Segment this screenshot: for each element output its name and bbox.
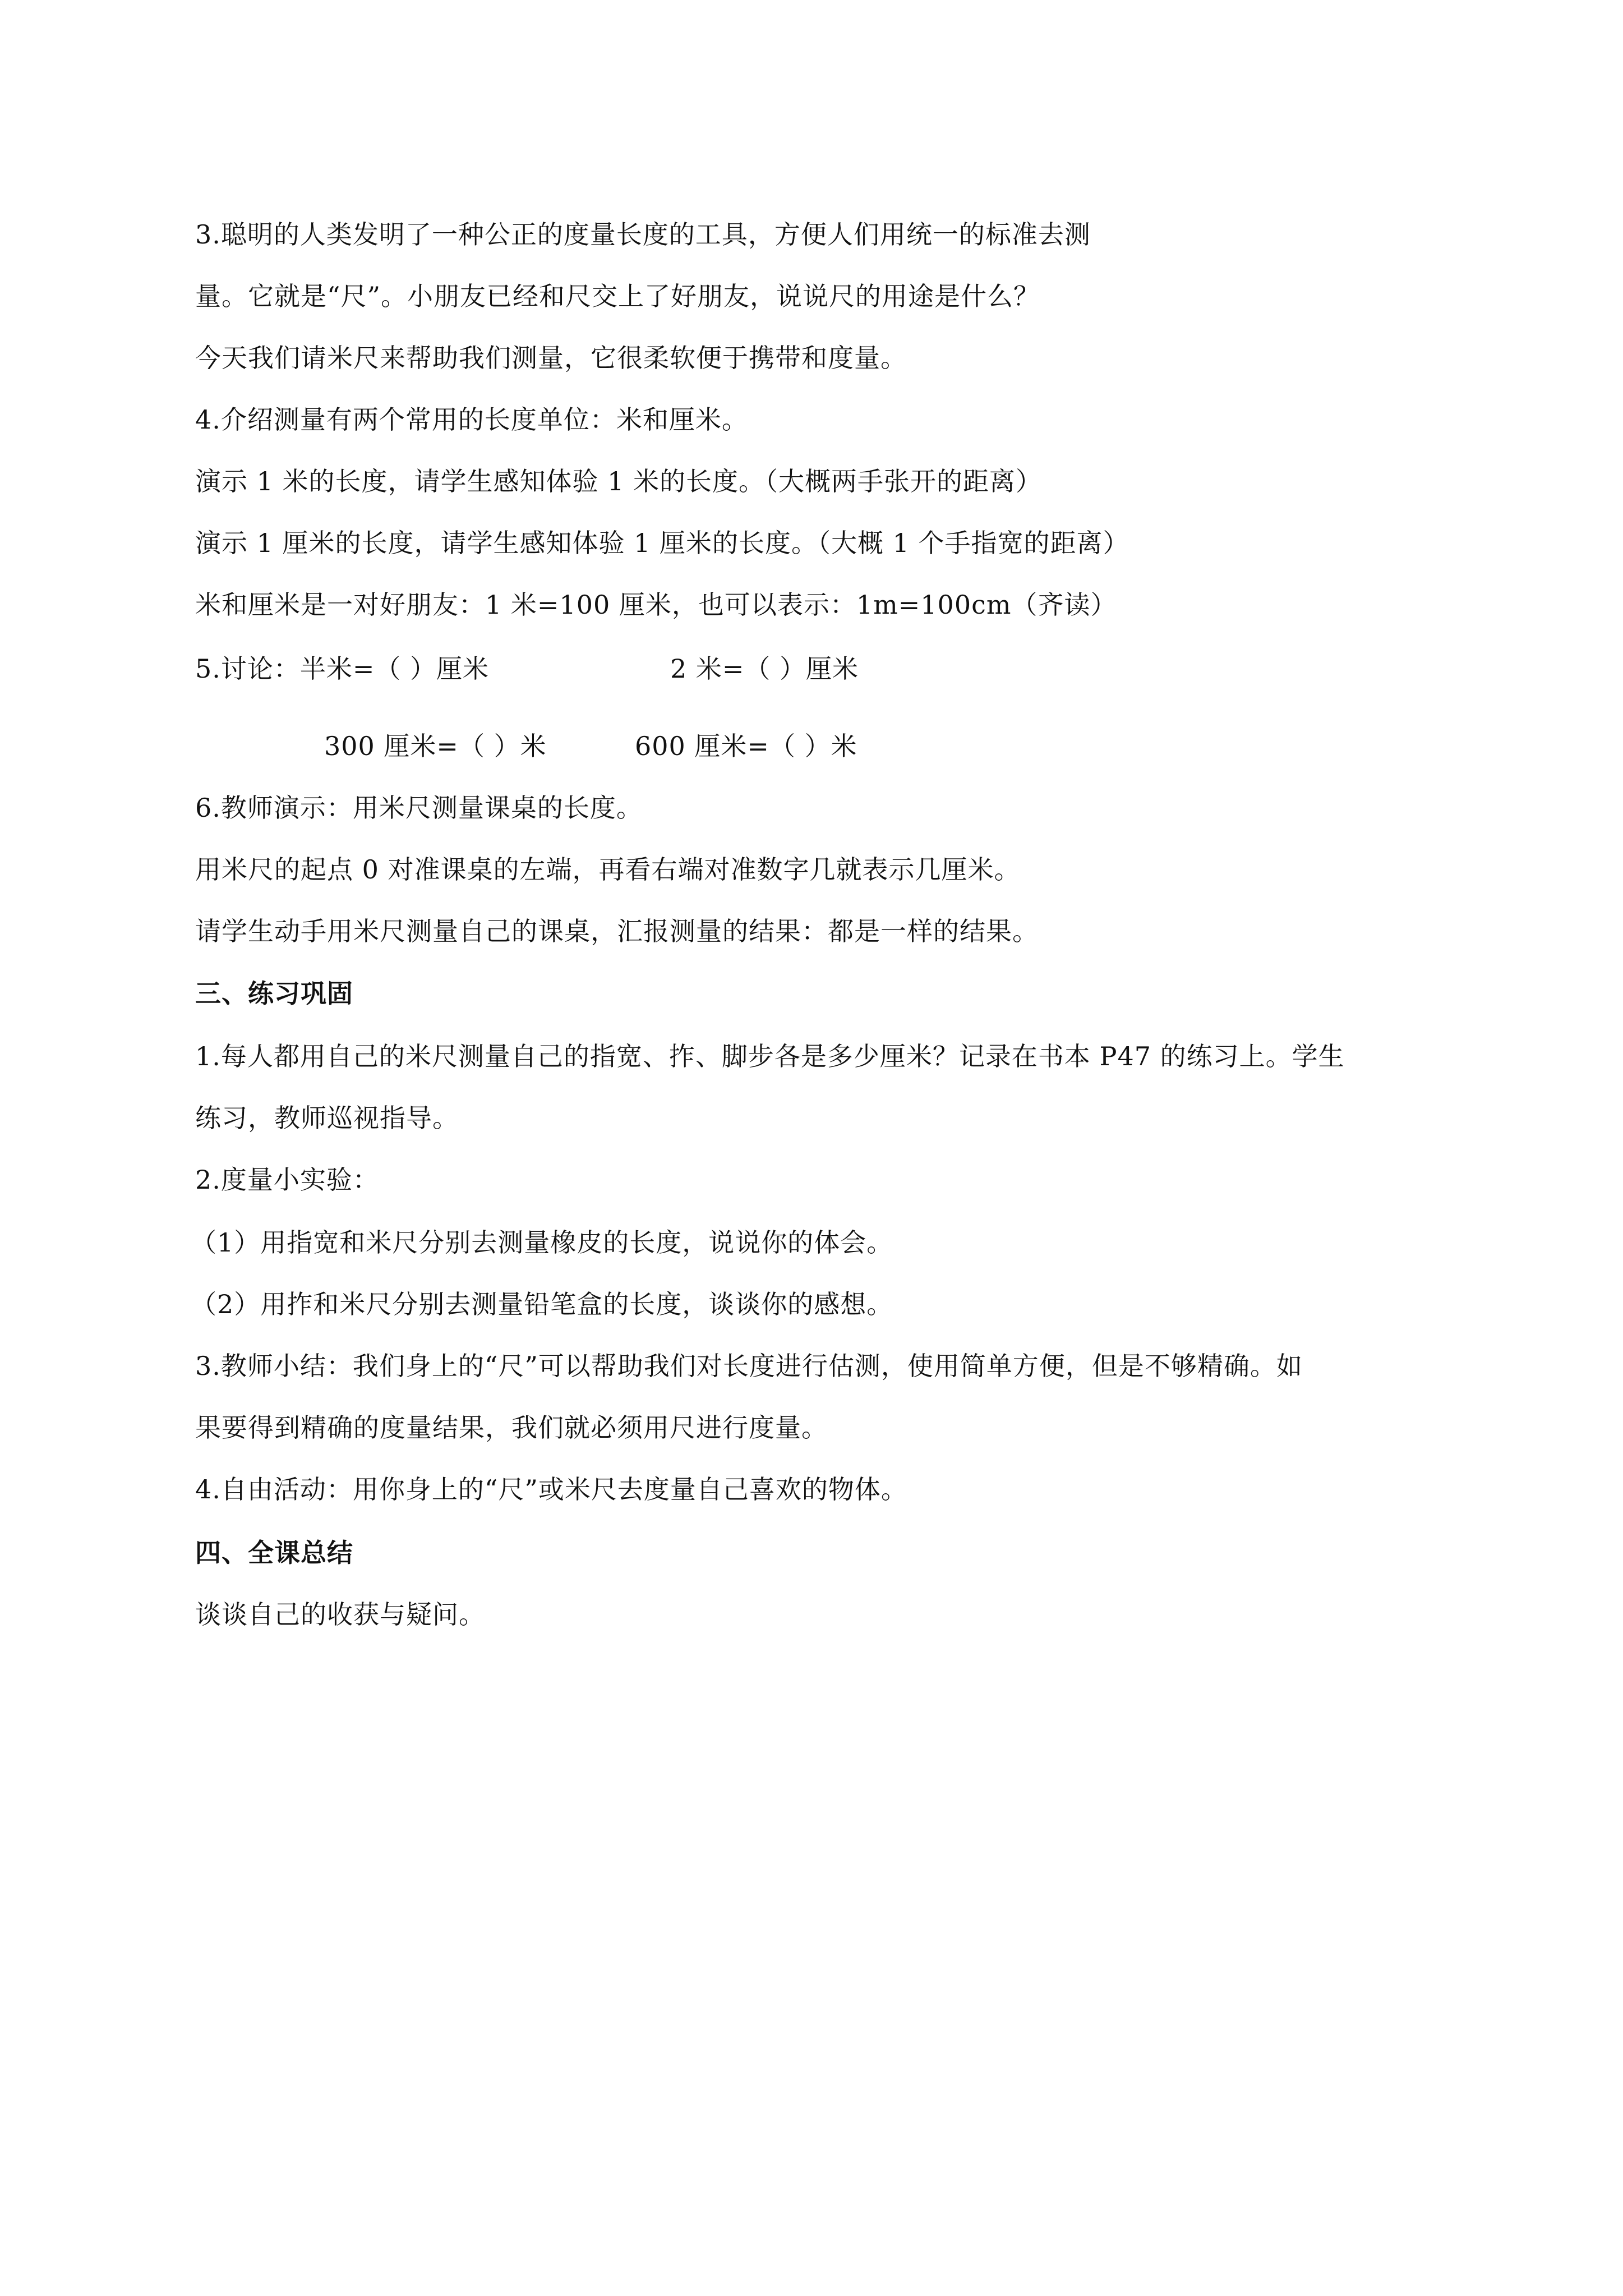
discussion-row2-left: 300 厘米=（ ）米 bbox=[324, 731, 547, 761]
paragraph-line: 3.教师小结：我们身上的“尺”可以帮助我们对长度进行估测，使用简单方便，但是不够精确。如 bbox=[195, 1351, 1303, 1381]
paragraph-line: 1.每人都用自己的米尺测量自己的指宽、拃、脚步各是多少厘米？记录在书本 P47 的练习上。学生 bbox=[195, 1041, 1345, 1071]
paragraph-line: 果要得到精确的度量结果，我们就必须用尺进行度量。 bbox=[195, 1412, 828, 1443]
paragraph-line: 演示 1 米的长度，请学生感知体验 1 米的长度。（大概两手张开的距离） bbox=[195, 466, 1043, 496]
paragraph-line: 请学生动手用米尺测量自己的课桌，汇报测量的结果：都是一样的结果。 bbox=[195, 916, 1039, 946]
paragraph-line: 4.介绍测量有两个常用的长度单位：米和厘米。 bbox=[195, 404, 748, 435]
paragraph-line: 米和厘米是一对好朋友：1 米=100 厘米，也可以表示：1m=100cm（齐读） bbox=[195, 590, 1117, 620]
paragraph-line: 演示 1 厘米的长度，请学生感知体验 1 厘米的长度。（大概 1 个手指宽的距离） bbox=[195, 528, 1129, 558]
discussion-row1-right: 2 米=（ ）厘米 bbox=[670, 654, 859, 684]
paragraph-line: 谈谈自己的收获与疑问。 bbox=[195, 1599, 485, 1630]
paragraph-line: 量。它就是“尺”。小朋友已经和尺交上了好朋友，说说尺的用途是什么？ bbox=[195, 281, 1040, 311]
paragraph-line: 3.聪明的人类发明了一种公正的度量长度的工具，方便人们用统一的标准去测 bbox=[195, 219, 1091, 250]
paragraph-line: 6.教师演示：用米尺测量课桌的长度。 bbox=[195, 793, 643, 823]
paragraph-line: （2）用拃和米尺分别去测量铅笔盒的长度，谈谈你的感想。 bbox=[191, 1289, 893, 1319]
paragraph-line: 练习，教师巡视指导。 bbox=[195, 1103, 459, 1133]
section-heading: 三、练习巩固 bbox=[195, 978, 353, 1009]
section-heading: 四、全课总结 bbox=[195, 1538, 353, 1568]
paragraph-line: 2.度量小实验： bbox=[195, 1165, 379, 1195]
paragraph-line: （1）用指宽和米尺分别去测量橡皮的长度，说说你的体会。 bbox=[191, 1227, 893, 1258]
paragraph-line: 4.自由活动：用你身上的“尺”或米尺去度量自己喜欢的物体。 bbox=[195, 1474, 907, 1504]
discussion-row2-right: 600 厘米=（ ）米 bbox=[635, 731, 857, 761]
paragraph-line: 今天我们请米尺来帮助我们测量，它很柔软便于携带和度量。 bbox=[195, 343, 907, 373]
discussion-row1-left: 5.讨论：半米=（ ）厘米 bbox=[195, 654, 490, 684]
paragraph-line: 用米尺的起点 0 对准课桌的左端，再看右端对准数字几就表示几厘米。 bbox=[195, 854, 1021, 885]
